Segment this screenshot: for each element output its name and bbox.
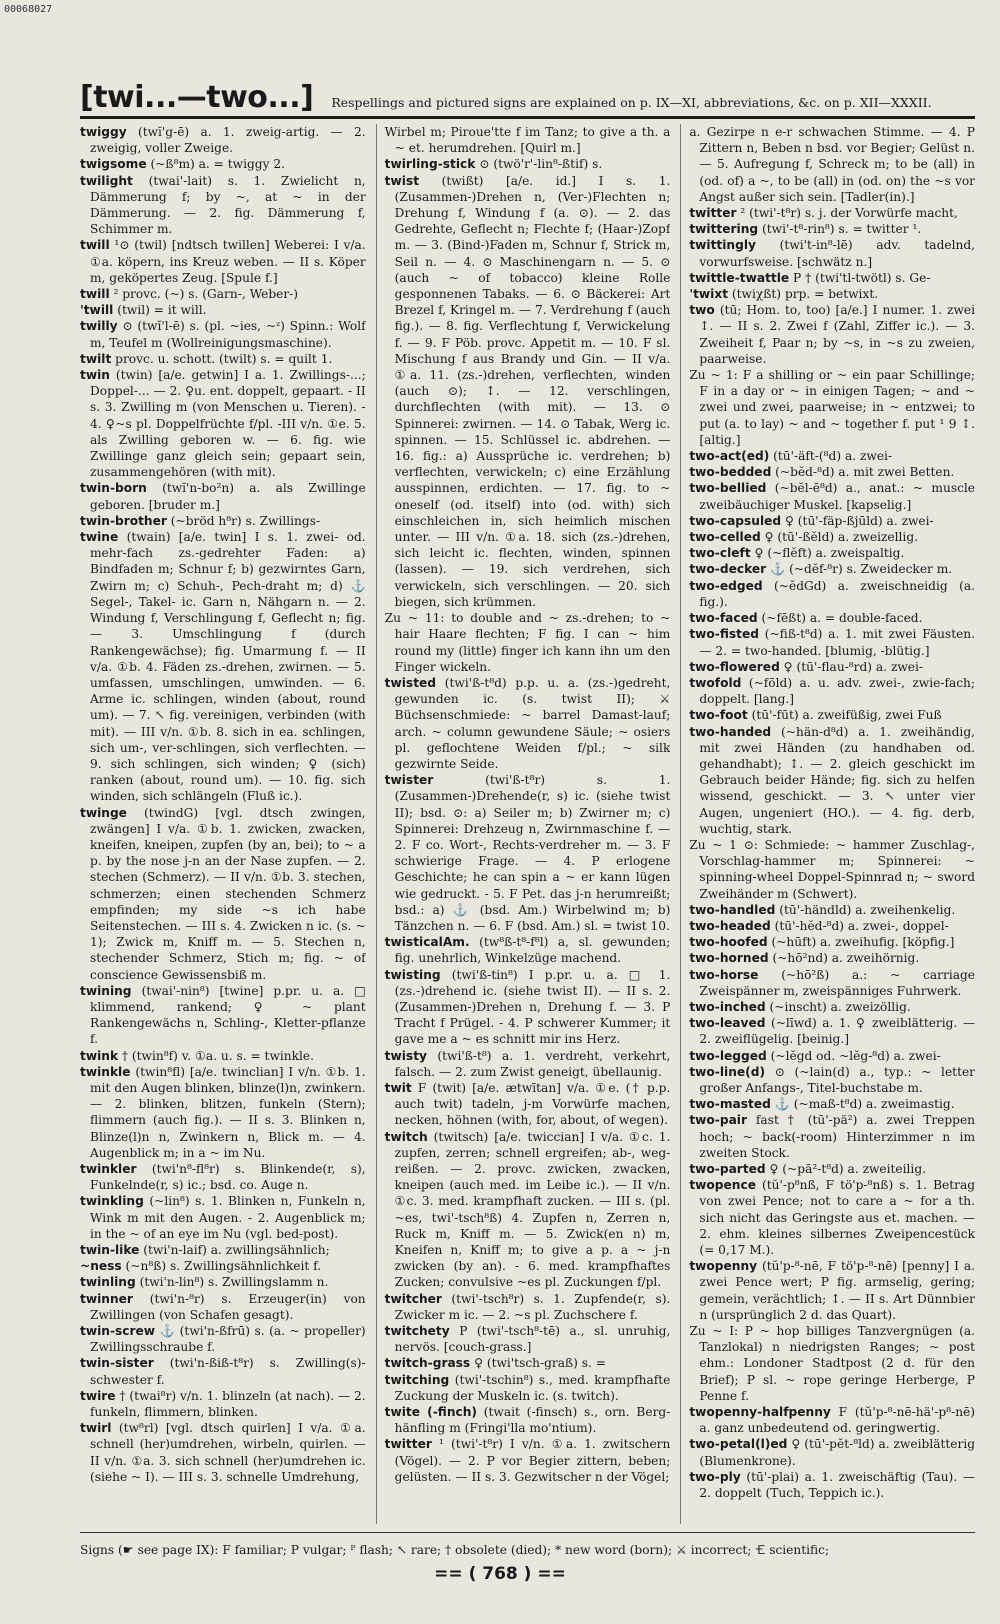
entry-headword: two-line(d) [689, 1064, 766, 1079]
dictionary-columns [80, 124, 975, 1524]
entry-headword: twittering [689, 222, 759, 237]
dictionary-entry [385, 1080, 671, 1129]
entry-text: (twai'-lait) s. 1. Zwielicht n, Dämmerung f; by ~, at ~ in der Dämmerung. — 2. fig. Dämmerung f, Schimmer m. [90, 173, 366, 237]
dictionary-entry [80, 1161, 366, 1193]
dictionary-entry [80, 173, 366, 238]
signs-legend: Signs (☛ see page IX): F familiar; P vulgar; ᴾ flash; ↖ rare; † obsolete (died); * new word (born); ⚔ incorrect; 🝗 scientific; [80, 1532, 975, 1561]
entry-headword: twittle-twattle [689, 270, 790, 285]
entry-headword: two-petal(l)ed [689, 1437, 788, 1452]
entry-text: Wirbel m; Piroue'tte f im Tanz; to give a th. a ~ et. herumdrehen. [Quirl m.] [384, 125, 671, 156]
dictionary-entry [80, 480, 366, 512]
entry-text: (twin⁸fl) [a/e. twinclian] I v/n. ①b. 1. mit den Augen blinken, blinze(l)n, zwinkern. — 2. blinken, blitzen, funkeln (Stern); flimmern (auch fig.). — II s. 3. Blinken n, Blinze(l)n n, Zwinkern n, Blick m. — 4. Augenblick m; in a ~ im Nu. [90, 1064, 366, 1160]
entry-headword: twirling-stick [384, 157, 476, 172]
entry-headword: twin [80, 368, 110, 383]
entry-headword: twill [80, 238, 110, 253]
entry-headword: two-bedded [689, 465, 772, 480]
entry-text: † (twai⁸r) v/n. 1. blinzeln (at nach). — 2. funkeln, flimmern, blinken. [90, 1388, 366, 1420]
entry-headword: two-handed [689, 724, 772, 739]
entry-text: ♀ (tū'-pĕt-⁸ld) a. zweiblätterig (Blumenkrone). [699, 1437, 975, 1468]
dictionary-entry [689, 1436, 975, 1468]
entry-headword: ~ness [80, 1259, 122, 1274]
dictionary-entry [689, 837, 975, 902]
entry-text: (twi'ß-t⁸d) p.p. u. a. (zs.-)gedreht, gewunden ic. (s. twist II); ⚔ Büchsenschmiede: ~ barrel Damast-lauf; arch. ~ column gewundene Säule; ~ osiers pl. geflochtene Weiden f/pl.; ~ silk gezwirnte Seide. [394, 675, 671, 771]
dictionary-entry [689, 999, 975, 1015]
entry-headword: twin-brother [80, 513, 167, 528]
entry-text: (twi'n-⁸r) s. Erzeuger(in) von Zwillingen (von Schafen gesagt). [90, 1291, 366, 1322]
entry-headword: two-decker [689, 562, 767, 577]
entry-headword: two-act(ed) [689, 449, 770, 464]
entry-headword: twin-sister [80, 1356, 154, 1371]
entry-text: (tū'-äft-(⁸d) a. zwei- [773, 449, 893, 464]
entry-headword: twit [384, 1080, 412, 1095]
entry-text: (twi'n-laif) a. zwillingsähnlich; [143, 1243, 330, 1258]
entry-text: (~fōld) a. u. adv. zwei-, zwie-fach; doppelt. [lang.] [699, 675, 975, 707]
dictionary-entry [689, 237, 975, 269]
entry-text: (tŭ'-p⁸nß, F tö'p-⁸nß) s. 1. Betrag von zwei Pence; not to care a ~ for a th. sich nicht das Geringste aus et. machen. — 2. ehm. kleines silbernes Zweipencestück (= 0,17 M.). [699, 1178, 975, 1258]
dictionary-entry [385, 772, 671, 934]
dictionary-entry [689, 286, 975, 302]
dictionary-entry [689, 545, 975, 561]
dictionary-entry [385, 1355, 671, 1371]
entry-headword: twire [80, 1388, 116, 1403]
entry-headword: twin-born [80, 481, 147, 496]
entry-text: ♀ (tū'-flau-⁸rd) a. zwei- [783, 659, 924, 674]
entry-headword: twine [80, 530, 119, 545]
column-3 [680, 124, 975, 1524]
entry-headword: two-flowered [689, 659, 780, 674]
entry-headword: twisted [384, 675, 437, 690]
entry-text: (tū'-fūt) a. zweifüßig, zwei Fuß [751, 708, 942, 723]
dictionary-entry [385, 1323, 671, 1355]
dictionary-entry [385, 1291, 671, 1323]
entry-text: Zu ~ 1 ⊙: Schmiede: ~ hammer Zuschlag-, Vorschlag-hammer m; Spinnerei: ~ spinning-wheel Doppel-Spinnrad n; ~ sword Zweihänder m (Schwert). [689, 837, 975, 901]
entry-text: (~bröd h⁸r) s. Zwillings- [170, 513, 321, 528]
dictionary-entry [689, 1112, 975, 1161]
entry-text: (twi'ß-t⁸r) s. 1. (Zusammen-)Drehende(r, s) ic. (siehe twist II); bsd. ⊙: a) Seiler m; b) Zwirner m; c) Spinnerei: Drehzeug n, Zwirnmaschine f. — 2. F co. Wort-, Rechts-verdreher m. — 3. F schwierige Frage. — 4. P erlogene Geschichte; he can spin a ~ er kann lügen wie gedruckt. - 5. F Pet. das j-n herumreißt; bsd.: a) ⚓ (bsd. Am.) Wirbelwind m; b) Tänzchen n. — 6. F (bsd. Am.) sl. = twist 10. [394, 773, 671, 933]
entry-headword: twister [384, 773, 434, 788]
entry-text: (~fēßt) a. = double-faced. [761, 611, 923, 626]
entry-headword: two-horse [689, 967, 759, 982]
dictionary-entry [80, 367, 366, 480]
dictionary-entry [80, 1242, 366, 1258]
entry-headword: 'twill [80, 303, 114, 318]
entry-headword: two-legged [689, 1048, 767, 1063]
entry-headword: two-fisted [689, 627, 759, 642]
entry-text: (~līwd) a. 1. ♀ zweiblätterig. — 2. zweiflügelig. [beinig.] [699, 1016, 975, 1047]
entry-text: ♀ (tū'-fäp-ßjūld) a. zwei- [785, 513, 934, 528]
dictionary-entry [385, 124, 671, 156]
entry-headword: twopenny-halfpenny [689, 1405, 831, 1420]
dictionary-entry [689, 448, 975, 464]
dictionary-entry [689, 205, 975, 221]
entry-headword: two-bellied [689, 481, 767, 496]
entry-text: ² provc. (~) s. (Garn-, Weber-) [113, 287, 299, 302]
entry-headword: twin-screw [80, 1324, 156, 1339]
entry-headword: two-foot [689, 708, 748, 723]
entry-headword: twisticalAm. [384, 935, 470, 950]
entry-headword: twofold [689, 675, 742, 690]
dictionary-entry [689, 578, 975, 610]
dictionary-entry [80, 286, 366, 302]
entry-text: (twi'ß-tin⁸) I p.pr. u. a. □ 1. (zs.-)drehend ic. (siehe twist II). — II s. 2. (Zusammen-)Drehen n, Drehung f. — 3. P Tracht f Prügel. - 4. P schwerer Kummer; it gave me a ~ es schnitt mir ins Herz. [394, 967, 671, 1047]
column-2 [376, 124, 671, 1524]
entry-text: (tū'-händld) a. zweihenkelig. [779, 902, 956, 917]
dictionary-entry [385, 675, 671, 772]
entry-headword: twin-like [80, 1243, 140, 1258]
dictionary-entry [689, 707, 975, 723]
entry-text: (twi'ß-t⁸) a. 1. verdreht, verkehrt, falsch. — 2. zum Zwist geneigt, übellaunig. [394, 1048, 671, 1079]
dictionary-entry [689, 659, 975, 675]
entry-text: (twĭ'n-bo²n) a. als Zwillinge geboren. [bruder m.] [90, 481, 366, 512]
entry-text: (twĭ'g-ē) a. 1. zweig-artig. — 2. zweigig, voller Zweige. [90, 125, 366, 156]
dictionary-entry [689, 529, 975, 545]
dictionary-entry [689, 934, 975, 950]
dictionary-entry [689, 1323, 975, 1404]
entry-text: (twait (-finsch) s., orn. Berg-hänfling m (Fringi'lla mo'ntium). [394, 1405, 671, 1436]
entry-headword: twopence [689, 1178, 756, 1193]
entry-text: (~hän-d⁸d) a. 1. zweihändig, mit zwei Händen (zu handhaben od. gehandhabt); ↕. — 2. gleich geschickt im Gebrauch beider Hände; fig. sich zu helfen wissend, geschickt. — 3. ↖ unter vier Augen, ungeniert (HO.). — 4. fig. derb, wuchtig, stark. [699, 724, 975, 836]
entry-text: (twindG) [vgl. dtsch zwingen, zwängen] I v/a. ①b. 1. zwicken, zwacken, kneifen, kneipen, zupfen (by an, bei); to ~ a p. by the nose j-n an der Nase zupfen. — 2. stechen (Schmerz). — II v/n. ①b. 3. stechen, schmerzen; einen stechenden Schmerz empfinden; my side ~s ich habe Seitenstechen. — III s. 4. Zwicken n ic. (s. ~ 1); Zwick m, Kniff m. — 5. Stechen n, stechender Schmerz, Stich m; fig. ~ of conscience Gewissensbiß m. [90, 805, 366, 982]
dictionary-entry [689, 1258, 975, 1323]
entry-headword: two-cleft [689, 546, 751, 561]
entry-text: (~ß⁸m) a. = twiggy 2. [150, 157, 285, 172]
dictionary-entry [80, 156, 366, 172]
entry-text: ♀ (~flĕft) a. zweispaltig. [754, 546, 905, 561]
dictionary-entry [689, 918, 975, 934]
entry-headword: twinkle [80, 1064, 131, 1079]
entry-text: ² (twi'-t⁸r) s. j. der Vorwürfe macht, [740, 206, 958, 221]
dictionary-entry [385, 173, 671, 610]
entry-text: (~fiß-t⁸d) a. 1. mit zwei Fäusten. — 2. = two-handed. [blumig, -blütig.] [699, 627, 975, 658]
entry-text: (twai'-nin⁸) [twine] p.pr. u. a. □ klimmend, rankend; ♀ ~ plant Rankengewächs n, Schling-, Kletter-pflanze f. [90, 983, 366, 1047]
page-number: == ( 768 ) == [434, 1564, 566, 1584]
dictionary-entry [689, 1064, 975, 1096]
header-title: [twi...—two...] [80, 80, 314, 115]
entry-headword: 'twixt [689, 287, 729, 302]
dictionary-entry [689, 950, 975, 966]
entry-text: † (twin⁸f) v. ①a. u. s. = twinkle. [121, 1048, 315, 1063]
entry-text: (~hūft) a. zweihufig. [köpfig.] [771, 935, 955, 950]
entry-text: (tw⁸ß-t⁸-f⁸l) a, sl. gewunden; fig. unehrlich, Winkelzüge machend. [394, 935, 671, 966]
entry-headword: twitchety [384, 1324, 450, 1339]
entry-headword: two-handled [689, 902, 776, 917]
entry-text: (~hō²nd) a. zweihörnig. [772, 951, 920, 966]
dictionary-entry [80, 1420, 366, 1485]
dictionary-entry [80, 1048, 366, 1064]
dictionary-entry [385, 934, 671, 966]
entry-text: (tū'-hĕd-⁸d) a. zwei-, doppel- [774, 918, 949, 933]
dictionary-entry [385, 1436, 671, 1485]
dictionary-entry [689, 610, 975, 626]
entry-text: (twil) = it will. [117, 303, 207, 318]
entry-headword: two-edged [689, 578, 763, 593]
entry-headword: twinner [80, 1291, 133, 1306]
entry-text: Zu ~ I: P ~ hop billiges Tanzvergnügen (a. Tanzlokal) n niedrigsten Ranges; ~ post ehm.: Londoner Stadtpost (2 d. für den Brief); P sl. ~ rope geringe Herberge, P Penne f. [689, 1324, 975, 1403]
dictionary-entry [689, 724, 975, 837]
entry-text: (~lin⁸) s. 1. Blinken n, Funkeln n, Wink m mit den Augen. - 2. Augenblick m; in the ~ of an eye im Nu (vgl. bed-post). [90, 1194, 366, 1241]
entry-text: a. Gezirpe n e-r schwachen Stimme. — 4. P Zittern n, Beben n bsd. vor Begier; Gelüst n. — 5. Aufregung f, Schreck m; to be (all) in (od. of) a ~, to be (all) in (od. on) the ~s vor Angst außer sich sein. [Tadler(in).] [689, 125, 975, 204]
entry-headword: two-faced [689, 611, 758, 626]
dictionary-entry [689, 464, 975, 480]
entry-text: Zu ~ 1: F a shilling or ~ ein paar Schillinge; F in a day or ~ in einigen Tagen; ~ and ~ zwei und zwei, paarweise; in ~ entzwei; to put (a. to lay) ~ and ~ together f. put ¹ 9 ↕. [altig.] [689, 368, 975, 447]
entry-text: ♀ (twi'tsch-graß) s. = [474, 1356, 607, 1371]
dictionary-entry [80, 1064, 366, 1161]
dictionary-entry [689, 1096, 975, 1112]
entry-headword: twittingly [689, 238, 756, 253]
entry-headword: twirl [80, 1421, 112, 1436]
entry-text: F (twit) [a/e. ætwītan] v/a. ①e. († p.p. auch twit) tadeln, j-m Vorwürfe machen, necken, höhnen (with, for, about, of wegen). [394, 1080, 671, 1128]
entry-text: (twi'n⁸-fl⁸r) s. Blinkende(r, s), Funkelnde(r, s) ic.; bsd. co. Auge n. [90, 1162, 366, 1193]
entry-headword: twiggy [80, 125, 127, 139]
entry-text: ¹⊙ (twil) [ndtsch twillen] Weberei: I v/a. ①a. köpern, ins Kreuz weben. — II s. Köper m, geköpertes Zeug. [Spule f.] [90, 238, 366, 285]
entry-text: fast † (tū'-pä²) a. zwei Treppen hoch; ~ back(-room) Hinterzimmer n im zweiten Stock. [699, 1113, 975, 1160]
entry-headword: twinkling [80, 1194, 144, 1209]
entry-headword: twinling [80, 1275, 136, 1290]
dictionary-entry [80, 237, 366, 286]
entry-text: (twitsch) [a/e. twiccian] I v/a. ①c. 1. zupfen, zerren; schnell ergreifen; ab-, weg-reißen. — 2. provc. zwicken, zwacken, kneipen (auch med. im Leibe ic.). — II v/n. ①c. 3. med. krampfhaft zucken. — III s. (pl. ~es, twi'-tsch⁸ß) 4. Zupfen n, Zerren n, Ruck m, Kniff m. — 5. Zwick(en n) m, Kneifen n, Kniff m; to give a p. a ~ j-n zwicken (by an). - 6. med. krampfhaftes Zucken; convulsive ~es pl. Zuckungen f/pl. [394, 1129, 671, 1290]
entry-text: ⊙ (twĭ'l-ē) s. (pl. ~ies, ~ᶻ) Spinn.: Wolf m, Teufel m (Wollreinigungsmaschine). [90, 319, 366, 350]
entry-headword: two-celled [689, 530, 761, 545]
entry-text: Zu ~ 11: to double and ~ zs.-drehen; to ~ hair Haare flechten; F fig. I can ~ him round my (little) finger ich kann ihn um den Finger wickeln. [384, 611, 671, 674]
entry-headword: two-headed [689, 918, 771, 933]
entry-text: ⚓ (twi'n-ßfrū) s. (a. ~ propeller) Zwillingsschraube f. [90, 1324, 366, 1355]
entry-text: (tū'-plai) a. 1. zweischäftig (Tau). — 2. doppelt (Tuch, Teppich ic.). [699, 1469, 975, 1501]
dictionary-entry [385, 610, 671, 675]
entry-headword: twitter [689, 206, 737, 221]
entry-text: (twi'-tschin⁸) s., med. krampfhafte Zuckung der Muskeln ic. (s. twitch). [394, 1372, 671, 1403]
entry-headword: two-parted [689, 1162, 766, 1176]
dictionary-entry [689, 513, 975, 529]
dictionary-entry [689, 1469, 975, 1501]
dictionary-entry [80, 124, 366, 156]
dictionary-entry [80, 805, 366, 983]
entry-text: (tŭ'p-⁸-nē, F tö'p-⁸-nē) [penny] I a. zwei Pence wert; P fig. armselig, gering; gemein, verächtlich; ↕. — II s. Art Dünnbier n (ursprünglich 2 d. das Quart). [699, 1259, 975, 1322]
dictionary-entry [689, 675, 975, 707]
dictionary-entry [689, 561, 975, 577]
entry-text: (twi't-in⁸-lē) adv. tadelnd, vorwurfsweise. [schwätz n.] [699, 238, 975, 269]
dictionary-entry [689, 302, 975, 367]
entry-text: ♀ (tū'-ßĕld) a. zweizellig. [764, 530, 918, 545]
running-header [80, 72, 975, 119]
entry-headword: two [689, 303, 715, 318]
entry-text: (~ĕdGd) a. zweischneidig (a. fig.). [699, 578, 975, 609]
entry-text: (twin) [a/e. getwin] I a. 1. Zwillings-...; Doppel-... — 2. ♀u. ent. doppelt, gepaart. - II s. 3. Zwilling m (von Menschen u. Tieren). - 4. ♀~s pl. Doppelfrüchte f/pl. -III v/n. ①e. 5. als Zwilling geboren w. — 6. fig. wie Zwillinge ganz gleich sein; gepaart sein, zusammengehören (with mit). [90, 368, 366, 480]
entry-text: ⚓ (~maß-t⁸d) a. zweimastig. [774, 1097, 955, 1112]
dictionary-entry [80, 351, 366, 367]
entry-headword: two-inched [689, 999, 766, 1014]
entry-headword: twill [80, 287, 110, 302]
entry-headword: twisting [384, 967, 441, 982]
dictionary-entry [385, 156, 671, 172]
entry-text: (twißt) [a/e. id.] I s. 1. (Zusammen-)Drehen n, (Ver-)Flechten n; Drehung f, Windung f (a. ⊙). — 2. das Gedrehte, Geflecht n; Flechte f; (Haar-)Zopf m. — 3. (Bind-)Faden m, Schnur f, Strick m, Seil n. — 4. ⊙ Maschinengarn n. — 5. ⊙ (auch ~ of tobacco) kleine Rolle gesponnenen Tabaks. — 6. ⊙ Bäckerei: Art Brezel f, Kringel m. — 7. Verdrehung f (auch fig.). — 8. fig. Verflechtung f, Verwickelung f. — 9. F Pöb. provc. Appetit m. — 10. F sl. Mischung f aus Brandy und Gin. — II v/a. ①a. 11. (zs.-)drehen, verflechten, winden (auch ⊙); ↕. — 12. verschlingen, durchflechten (with mit). — 13. ⊙ Spinnerei: zwirnen. — 14. ⊙ Tabak, Werg ic. spinnen. — 15. Schlüssel ic. abdrehen. — 16. fig.: a) Aussprüche ic. verdrehen; b) verflechten, verwickeln; c) eine Erzählung ausspinnen, erdichten. — 17. fig. to ~ oneself (od. itself) into (od. with) sich einschleichen in, sich heimlich mischen unter. — III v/n. ①a. 18. sich (zs.-)drehen, sich leicht ic. flechten, winden, spinnen (lassen). — 19. sich verdrehen, sich verwickeln, sich verschlingen. — 20. sich biegen, sich krümmen. [394, 173, 671, 609]
entry-headword: twink [80, 1048, 119, 1063]
entry-text: P † (twi'tl-twötl) s. Ge- [793, 270, 931, 285]
dictionary-entry [80, 1323, 366, 1355]
dictionary-entry [385, 1129, 671, 1291]
entry-headword: twitching [384, 1372, 450, 1387]
column-1 [80, 124, 366, 1524]
dictionary-entry [385, 1048, 671, 1080]
header-note: Respellings and pictured signs are explained on p. IX—XI, abbreviations, &c. on p. XII—XXXII. [331, 95, 932, 110]
entry-text: ⊙ (~lain(d) a., typ.: ~ letter großer Anfangs-, Titel-buchstabe m. [699, 1064, 975, 1095]
entry-text: (~bĕl-ē⁸d) a., anat.: ~ muscle zweibäuchiger Muskel. [kapselig.] [699, 481, 975, 512]
dictionary-entry [385, 1372, 671, 1404]
dictionary-entry [80, 513, 366, 529]
entry-text: ¹ (twi'-t⁸r) I v/n. ①a. 1. zwitschern (Vögel). — 2. P vor Begier zittern, beben; gelüsten. — II s. 3. Gezwitscher n der Vögel; [394, 1437, 671, 1484]
entry-headword: twinge [80, 805, 127, 820]
dictionary-entry [80, 983, 366, 1048]
entry-headword: twitter [384, 1437, 432, 1452]
entry-text: (~n⁸ß) s. Zwillingsähnlichkeit f. [125, 1259, 322, 1274]
entry-text: (~bĕd-⁸d) a. mit zwei Betten. [775, 465, 955, 480]
dictionary-entry [80, 1274, 366, 1290]
entry-headword: twitch-grass [384, 1356, 471, 1371]
dictionary-entry [689, 967, 975, 999]
entry-headword: two-capsuled [689, 513, 782, 528]
entry-headword: twining [80, 983, 132, 998]
entry-text: provc. u. schott. (twilt) s. = quilt 1. [115, 351, 333, 366]
entry-headword: two-masted [689, 1097, 771, 1112]
entry-text: ♀ (~pā²-t⁸d) a. zweiteilig. [769, 1162, 927, 1176]
dictionary-entry [689, 480, 975, 512]
entry-headword: twigsome [80, 157, 147, 172]
entry-headword: two-leaved [689, 1016, 766, 1031]
entry-headword: twitch [384, 1129, 428, 1144]
entry-text: (~hō²ß) a.: ~ carriage Zweispänner m, zweispänniges Fuhrwerk. [699, 967, 975, 998]
entry-text: (~lĕgd od. ~lĕg-⁸d) a. zwei- [770, 1048, 941, 1063]
entry-text: (tw⁸rl) [vgl. dtsch quirlen] I v/a. ①a. schnell (her)umdrehen, wirbeln, quirlen. — II v/n. ①a. 3. sich schnell (her)umdrehen ic. (siehe ~ I). — III s. 3. schnelle Umdrehung, [90, 1421, 366, 1484]
entry-headword: twitcher [384, 1291, 442, 1306]
entry-headword: two-horned [689, 951, 769, 966]
dictionary-entry [80, 318, 366, 350]
dictionary-entry [689, 270, 975, 286]
dictionary-entry [689, 626, 975, 658]
dictionary-entry [80, 1291, 366, 1323]
entry-headword: two-pair [689, 1113, 747, 1128]
entry-headword: two-hoofed [689, 935, 768, 950]
entry-headword: twisty [384, 1048, 427, 1063]
dictionary-entry [80, 1355, 366, 1387]
entry-text: (twi'n-lin⁸) s. Zwillingslamm n. [139, 1275, 329, 1290]
entry-headword: two-ply [689, 1469, 741, 1484]
entry-text: (twi'-tsch⁸r) s. 1. Zupfende(r, s). Zwicker m ic. — 2. ~s pl. Zuchschere f. [394, 1291, 671, 1322]
dictionary-entry [80, 529, 366, 804]
entry-headword: twite (-finch) [384, 1405, 477, 1420]
entry-headword: twinkler [80, 1162, 137, 1176]
dictionary-entry [689, 1177, 975, 1258]
dictionary-entry [385, 1404, 671, 1436]
page-id: 00068027 [4, 4, 53, 15]
entry-text: (twain) [a/e. twin] I s. 1. zwei- od. mehr-fach zs.-gedrehter Faden: a) Bindfaden m; Schnur f; b) gezwirntes Garn, Zwirn m; c) Schuh-, Pech-draht m; d) ⚓ Segel-, Takel- ic. Garn n, Nähgarn n. — 2. Windung f, Verschlingung f, Geflecht n; fig. — 3. Umschlingung f (durch Rankengewächse); fig. Umarmung f. — II v/a. ①b. 4. Fäden zs.-drehen, zwirnen. — 5. umfassen, umschlingen, umwinden. — 6. Arme ic. schlingen, winden (about, round um). — 7. ↖ fig. vereinigen, verbinden (with mit). — III v/n. ①b. 8. sich in ea. schlingen, sich um-, ver-schlingen, sich verflechten. — 9. sich schlingen, sich winden; ♀ (sich) ranken (about, round um). — 10. fig. sich winden, sich schlängeln (Fluß ic.). [90, 530, 366, 804]
entry-headword: twilt [80, 351, 112, 366]
dictionary-entry [689, 902, 975, 918]
entry-text: (twiχßt) prp. = betwixt. [731, 287, 879, 302]
dictionary-entry [689, 367, 975, 448]
entry-text: ⊙ (twö'r'-lin⁸-ßtif) s. [479, 157, 603, 172]
entry-headword: twilly [80, 319, 118, 334]
dictionary-entry [689, 124, 975, 205]
dictionary-entry [80, 1258, 366, 1274]
dictionary-entry [689, 1404, 975, 1436]
entry-text: F (tŭ'p-⁸-nē-hä'-p⁸-nē) a. ganz unbedeutend od. geringwertig. [699, 1405, 975, 1436]
dictionary-entry [80, 1388, 366, 1420]
entry-text: (twi'-t⁸-rin⁸) s. = twitter ¹. [762, 222, 922, 237]
entry-headword: twilight [80, 173, 133, 188]
entry-text: ⚓ (~dĕf-⁸r) s. Zweidecker m. [770, 562, 953, 577]
dictionary-entry [385, 967, 671, 1048]
dictionary-entry [689, 221, 975, 237]
entry-text: (~inscht) a. zweizöllig. [769, 999, 911, 1014]
entry-text: (twi'n-ßiß-t⁸r) s. Zwilling(s)-schwester f. [90, 1356, 366, 1387]
entry-text: (tū; Hom. to, too) [a/e.] I numer. 1. zwei ↕. — II s. 2. Zwei f (Zahl, Ziffer ic.). — 3. Zweiheit f, Paar n; by ~s, in ~s zu zweien, paarweise. [699, 303, 975, 366]
dictionary-entry [689, 1161, 975, 1177]
dictionary-entry [80, 1193, 366, 1242]
entry-headword: twist [384, 173, 420, 188]
dictionary-entry [689, 1015, 975, 1047]
entry-headword: twopenny [689, 1259, 758, 1274]
dictionary-entry [80, 302, 366, 318]
dictionary-entry [689, 1048, 975, 1064]
entry-text: P (twi'-tsch⁸-tē) a., sl. unruhig, nervös. [couch-grass.] [394, 1324, 671, 1355]
